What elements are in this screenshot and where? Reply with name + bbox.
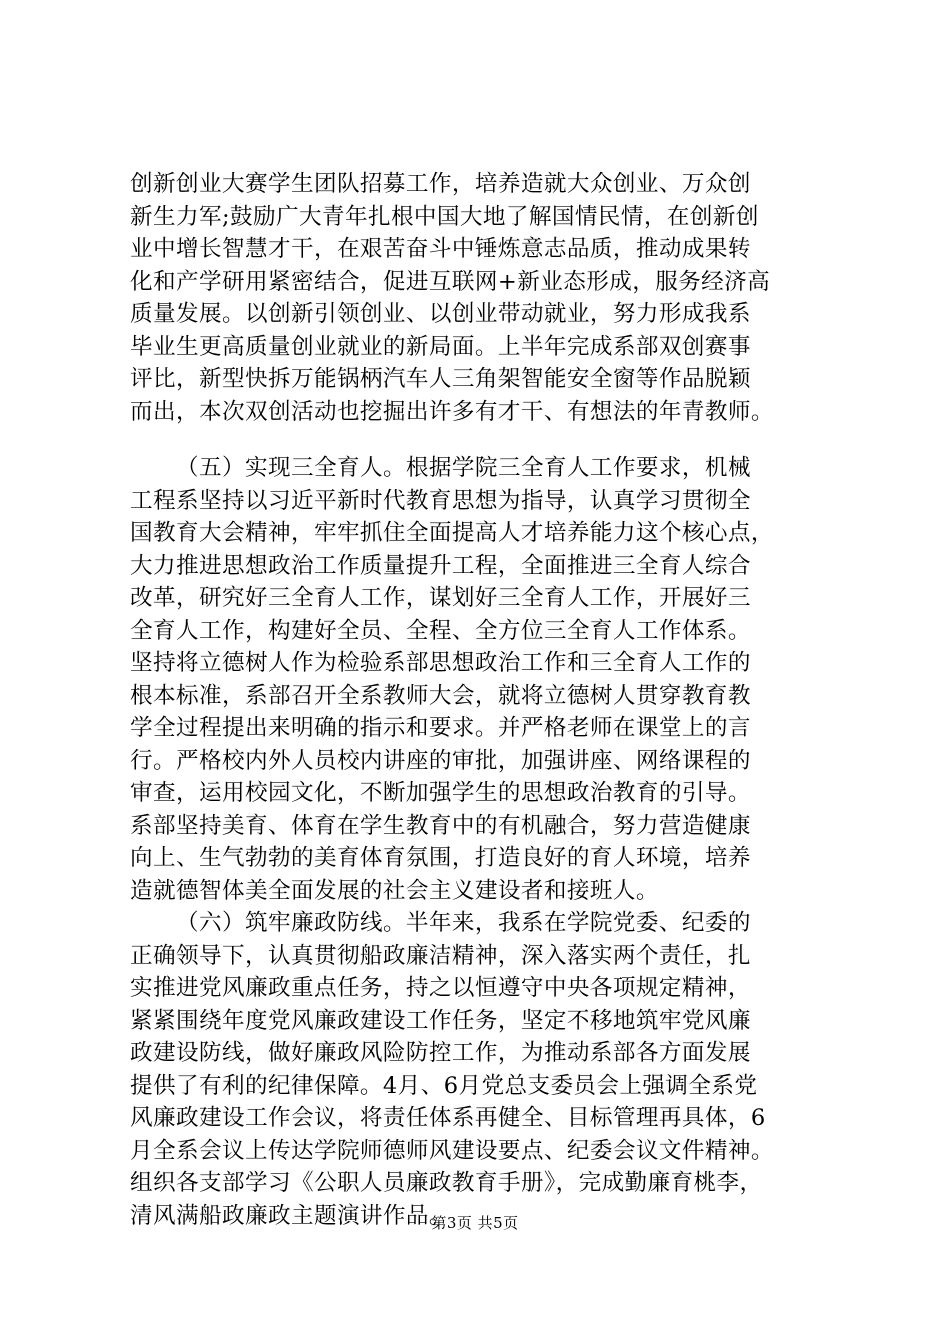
text-line: 提供了有利的纪律保障。4月、6月党总支委员会上强调全系党 [130,1072,758,1099]
section-six-heading-line: （六）筑牢廉政防线。半年来，我系在学院党委、纪委的 [176,910,751,936]
text-line: 大力推进思想政治工作质量提升工程，全面推进三全育人综合 [130,552,751,579]
page-number-footer: 第3页 共5页 [431,1214,519,1232]
section-five-heading-line: （五）实现三全育人。根据学院三全育人工作要求，机械 [176,455,751,481]
text-line: 新生力军;鼓励广大青年扎根中国大地了解国情民情，在创新创 [130,203,759,230]
text-line: 化和产学研用紧密结合，促进互联网+新业态形成，服务经济高 [130,268,771,295]
text-line: 系部坚持美育、体育在学生教育中的有机融合，努力营造健康 [130,812,751,839]
text-line: 行。严格校内外人员校内讲座的审批，加强讲座、网络课程的 [130,747,751,774]
text-line: 紧紧围绕年度党风廉政建设工作任务，坚定不移地筑牢党风廉 [130,1007,751,1034]
section-body [130,452,830,1232]
text-line: 根本标准，系部召开全系教师大会，就将立德树人贯穿教育教 [130,682,751,709]
text-line: 月全系会议上传达学院师德师风建设要点、纪委会议文件精神。 [130,1137,774,1164]
text-line: 实推进党风廉政重点任务，持之以恒遵守中央各项规定精神， [130,975,751,1001]
text-line: 审查，运用校园文化，不断加强学生的思想政治教育的引导。 [130,780,751,806]
text-line: 国教育大会精神，牢牢抓住全面提高人才培养能力这个核心点， [130,520,774,546]
text-line: 风廉政建设工作会议，将责任体系再健全、目标管理再具体，6 [130,1105,766,1131]
text-line: 改革，研究好三全育人工作，谋划好三全育人工作，开展好三 [130,585,751,611]
paragraph-innovation-startup [130,168,830,428]
text-line: 而出，本次双创活动也挖掘出许多有才干、有想法的年青教师。 [130,398,774,425]
text-line: 向上、生气勃勃的美育体育氛围，打造良好的育人环境，培养 [130,845,751,871]
text-line: 全育人工作，构建好全员、全程、全方位三全育人工作体系。 [130,617,751,644]
text-line: 坚持将立德树人作为检验系部思想政治工作和三全育人工作的 [130,650,751,676]
text-line: 工程系坚持以习近平新时代教育思想为指导，认真学习贯彻全 [130,487,751,514]
paragraph-section-six [130,907,830,1232]
paragraph-section-five [130,452,830,907]
text-line: 组织各支部学习《公职人员廉政教育手册》，完成勤廉育桃李， [130,1170,763,1196]
text-line: 业中增长智慧才干，在艰苦奋斗中锤炼意志品质，推动成果转 [130,236,751,262]
text-line: 质量发展。以创新引领创业、以创业带动就业，努力形成我系 [130,301,751,327]
text-line: 造就德智体美全面发展的社会主义建设者和接班人。 [130,877,659,904]
text-line: 清风满船政廉政主题演讲作品。 [130,1202,452,1229]
text-line: 正确领导下，认真贯彻船政廉洁精神，深入落实两个责任，扎 [130,942,751,969]
text-line: 政建设防线，做好廉政风险防控工作，为推动系部各方面发展 [130,1040,751,1066]
text-line: 学全过程提出来明确的指示和要求。并严格老师在课堂上的言 [130,715,751,741]
text-line: 创新创业大赛学生团队招募工作，培养造就大众创业、万众创 [130,171,751,197]
text-line: 毕业生更高质量创业就业的新局面。上半年完成系部双创赛事 [130,333,751,360]
text-line: 评比，新型快拆万能锅柄汽车人三角架智能安全窗等作品脱颖 [130,366,751,392]
